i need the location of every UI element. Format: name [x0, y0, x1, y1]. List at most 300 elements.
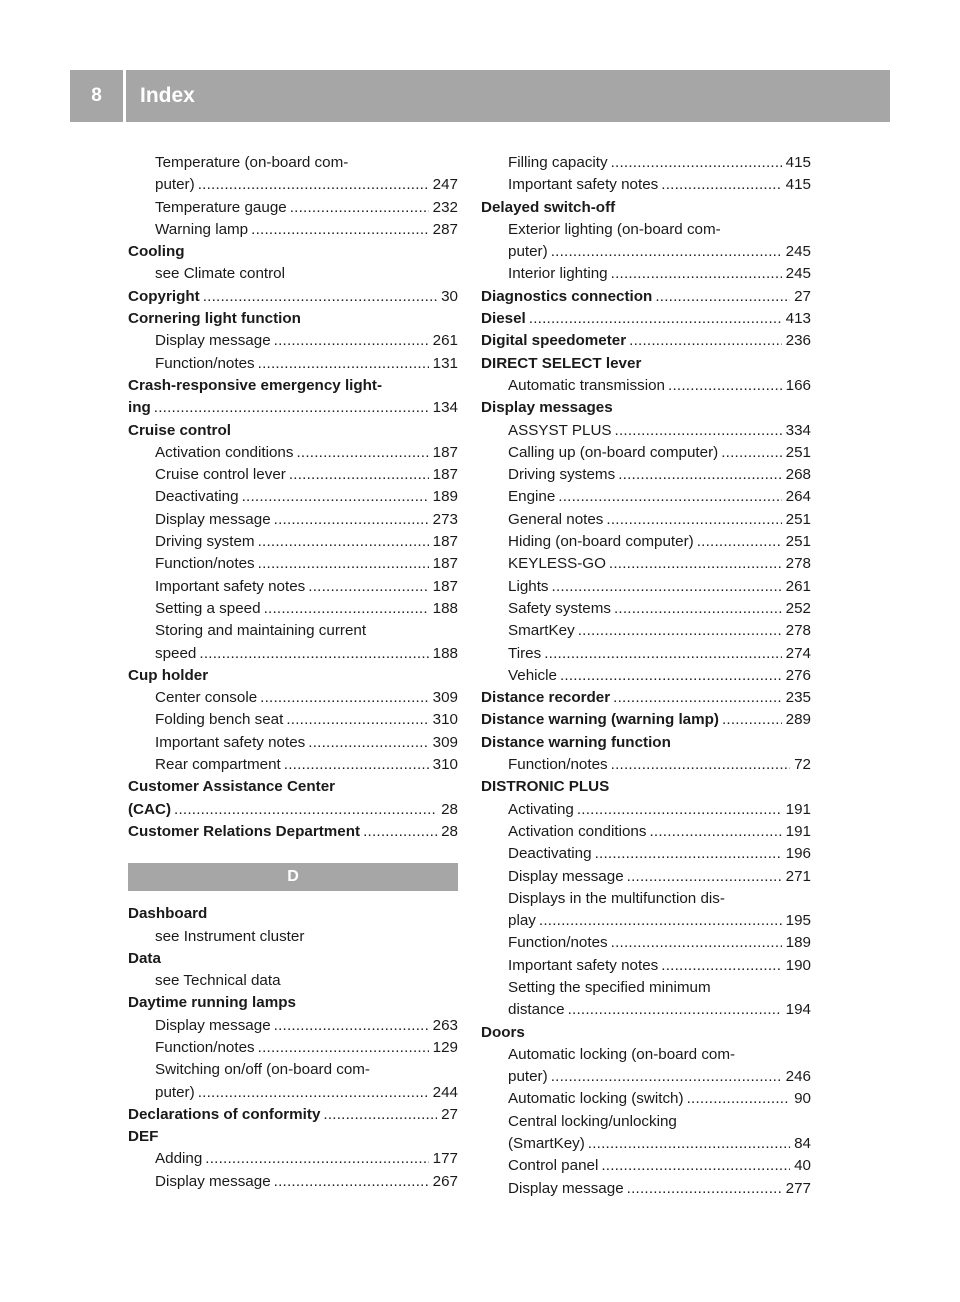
page-reference: 28 [441, 822, 458, 840]
index-entry [128, 1104, 458, 1126]
entry-text: Deactivating [508, 845, 592, 863]
entry-text: General notes [508, 510, 604, 528]
entry-text: Dashboard [128, 905, 208, 923]
dot-leader [286, 464, 429, 486]
page-reference: 261 [785, 577, 811, 595]
entry-text: (CAC) [128, 800, 172, 818]
entry-text: Tires [508, 644, 542, 662]
dot-leader [565, 999, 782, 1021]
entry-text: Storing and maintaining current [155, 622, 367, 640]
dot-leader [271, 509, 429, 531]
entry-text: Important safety notes [155, 733, 306, 751]
entry-text: Function/notes [155, 354, 255, 372]
page-reference: 187 [432, 533, 458, 551]
entry-text: Calling up (on-board computer) [508, 443, 719, 461]
index-subentry [128, 643, 458, 665]
page-reference: 30 [441, 287, 458, 305]
dot-leader [271, 1171, 429, 1193]
index-subentry [481, 531, 811, 553]
entry-text: Distance warning function [481, 733, 671, 751]
section-title: Index [140, 84, 195, 107]
page-reference: 287 [432, 220, 458, 238]
index-subentry [481, 420, 811, 442]
entry-text: Function/notes [155, 1038, 255, 1056]
dot-leader [606, 553, 782, 575]
index-subentry [128, 152, 458, 174]
index-subentry [481, 219, 811, 241]
index-entry [481, 687, 811, 709]
index-subentry [481, 665, 811, 687]
entry-text: Vehicle [508, 666, 557, 684]
entry-text: ASSYST PLUS [508, 421, 612, 439]
index-entry [481, 308, 811, 330]
page-reference: 251 [785, 443, 811, 461]
dot-leader [598, 1155, 790, 1177]
index-entry [128, 375, 458, 397]
dot-leader [255, 553, 429, 575]
entry-text: Rear compartment [155, 756, 281, 774]
dot-leader [239, 486, 429, 508]
index-entry [128, 799, 458, 821]
entry-text: ing [128, 399, 151, 417]
index-subentry [128, 553, 458, 575]
entry-text: Automatic transmission [508, 376, 665, 394]
page-reference: 191 [785, 800, 811, 818]
entry-text: Cruise control [128, 421, 231, 439]
entry-text: Setting the specified minimum [508, 978, 711, 996]
index-entry [128, 420, 458, 442]
index-subentry [481, 442, 811, 464]
entry-text: Display message [155, 332, 271, 350]
page-reference: 129 [432, 1038, 458, 1056]
page-reference: 131 [432, 354, 458, 372]
dot-leader [196, 643, 428, 665]
entry-text: Display message [508, 867, 624, 885]
entry-text: Display message [155, 1016, 271, 1034]
entry-text: puter) [508, 243, 548, 261]
dot-leader [549, 576, 782, 598]
entry-text: distance [508, 1001, 565, 1019]
entry-text: Switching on/off (on-board com- [155, 1061, 370, 1079]
index-subentry [128, 732, 458, 754]
entry-text: Data [128, 949, 161, 967]
index-subentry [128, 1059, 458, 1081]
page-reference: 188 [432, 599, 458, 617]
page-reference: 271 [785, 867, 811, 885]
entry-text: Activating [508, 800, 574, 818]
index-subentry [128, 531, 458, 553]
page-reference: 191 [785, 822, 811, 840]
entry-text: Customer Assistance Center [128, 778, 336, 796]
index-subentry [128, 1171, 458, 1193]
page-reference: 245 [785, 265, 811, 283]
entry-text: Activation conditions [508, 822, 647, 840]
index-subentry [128, 598, 458, 620]
dot-leader [548, 1066, 782, 1088]
entry-text: Lights [508, 577, 549, 595]
index-entry [481, 776, 811, 798]
entry-text: Declarations of conformity [128, 1105, 321, 1123]
index-column-right [481, 152, 811, 1200]
entry-text: Digital speedometer [481, 332, 627, 350]
index-entry [128, 308, 458, 330]
index-subentry [481, 620, 811, 642]
entry-text: Function/notes [508, 756, 608, 774]
entry-text: Central locking/unlocking [508, 1112, 677, 1130]
dot-leader [200, 286, 437, 308]
entry-text: Engine [508, 488, 556, 506]
index-subentry [481, 152, 811, 174]
page-reference: 274 [785, 644, 811, 662]
entry-text: Daytime running lamps [128, 994, 296, 1012]
dot-leader [626, 330, 781, 352]
page-number: 8 [70, 70, 126, 122]
entry-text: Delayed switch-off [481, 198, 616, 216]
dot-leader [612, 420, 782, 442]
page-reference: 196 [785, 845, 811, 863]
page-reference: 252 [785, 599, 811, 617]
entry-text: KEYLESS-GO [508, 555, 606, 573]
index-subentry [481, 1088, 811, 1110]
page-reference: 263 [432, 1016, 458, 1034]
letter-section-header: D [128, 863, 458, 891]
index-entry [481, 709, 811, 731]
entry-text: Filling capacity [508, 154, 608, 171]
entry-text: Warning lamp [155, 220, 249, 238]
entry-text: Automatic locking (on-board com- [508, 1045, 736, 1063]
entry-text: see Technical data [155, 972, 281, 990]
dot-leader [658, 174, 781, 196]
index-subentry [128, 219, 458, 241]
entry-text: puter) [155, 176, 195, 194]
dot-leader [271, 330, 429, 352]
entry-text: Diesel [481, 310, 526, 328]
dot-leader [603, 509, 781, 531]
page-reference: 309 [432, 733, 458, 751]
page-reference: 264 [785, 488, 811, 506]
page-reference: 40 [794, 1157, 811, 1175]
index-subentry [128, 709, 458, 731]
entry-text: puter) [155, 1083, 195, 1101]
index-subentry [481, 843, 811, 865]
index-subentry [481, 754, 811, 776]
index-entry [128, 903, 458, 925]
index-subentry [481, 1178, 811, 1200]
index-entry [481, 1022, 811, 1044]
dot-leader [287, 197, 429, 219]
dot-leader [195, 1082, 429, 1104]
dot-leader [574, 799, 782, 821]
index-entry [481, 397, 811, 419]
index-subentry [481, 1066, 811, 1088]
page-reference: 177 [432, 1150, 458, 1168]
entry-text: Interior lighting [508, 265, 608, 283]
entry-text: Display message [508, 1179, 624, 1197]
entry-text: Display messages [481, 399, 613, 417]
page-reference: 84 [794, 1135, 811, 1153]
entry-text: Crash-responsive emergency light- [128, 376, 383, 394]
index-subentry [481, 999, 811, 1021]
page-reference: 189 [432, 488, 458, 506]
dot-leader [694, 531, 782, 553]
dot-leader [557, 665, 782, 687]
page-reference: 27 [441, 1105, 458, 1123]
index-subentry [481, 241, 811, 263]
dot-leader [271, 1015, 429, 1037]
index-column-left [128, 152, 458, 1193]
entry-text: Displays in the multifunction dis- [508, 889, 725, 907]
dot-leader [624, 866, 782, 888]
page-reference: 187 [432, 466, 458, 484]
page-reference: 187 [432, 555, 458, 573]
dot-leader [202, 1148, 428, 1170]
entry-text: see Instrument cluster [155, 927, 305, 945]
dot-leader [585, 1133, 790, 1155]
index-subentry [481, 888, 811, 910]
page-reference: 236 [785, 332, 811, 350]
entry-text: Control panel [508, 1157, 599, 1175]
dot-leader [305, 732, 428, 754]
dot-leader [665, 375, 782, 397]
page-reference: 190 [785, 956, 811, 974]
entry-text: Function/notes [155, 555, 255, 573]
page-reference: 244 [432, 1083, 458, 1101]
index-subentry [481, 486, 811, 508]
index-subentry [128, 330, 458, 352]
index-subentry [128, 442, 458, 464]
index-subentry [481, 799, 811, 821]
entry-text: Display message [155, 1172, 271, 1190]
dot-leader [171, 799, 437, 821]
index-subentry [481, 977, 811, 999]
index-entry [128, 665, 458, 687]
dot-leader [526, 308, 782, 330]
entry-text: see Climate control [155, 265, 285, 283]
dot-leader [592, 843, 782, 865]
index-entry [481, 353, 811, 375]
index-subentry [481, 1044, 811, 1066]
index-subentry [128, 1148, 458, 1170]
dot-leader [646, 821, 781, 843]
entry-text: Important safety notes [508, 176, 659, 194]
index-subentry [128, 263, 458, 285]
entry-text: puter) [508, 1068, 548, 1086]
index-subentry [128, 174, 458, 196]
page-reference: 187 [432, 577, 458, 595]
dot-leader [283, 709, 428, 731]
index-subentry [481, 375, 811, 397]
dot-leader [536, 910, 782, 932]
dot-leader [151, 397, 429, 419]
index-subentry [481, 1111, 811, 1133]
index-subentry [128, 754, 458, 776]
dot-leader [555, 486, 781, 508]
page-reference: 246 [785, 1068, 811, 1086]
index-subentry [128, 687, 458, 709]
page-reference: 166 [785, 376, 811, 394]
page-reference: 195 [785, 912, 811, 930]
entry-text: Cup holder [128, 666, 209, 684]
page-reference: 289 [785, 711, 811, 729]
entry-text: Driving system [155, 533, 255, 551]
dot-leader [615, 464, 781, 486]
entry-text: DISTRONIC PLUS [481, 778, 610, 796]
page-reference: 278 [785, 622, 811, 640]
entry-text: Exterior lighting (on-board com- [508, 220, 721, 238]
entry-text: speed [155, 644, 197, 662]
dot-leader [624, 1178, 782, 1200]
dot-leader [360, 821, 437, 843]
index-subentry [128, 620, 458, 642]
page-reference: 309 [432, 689, 458, 707]
page-reference: 72 [794, 756, 811, 774]
page-reference: 273 [432, 510, 458, 528]
page-reference: 413 [785, 310, 811, 328]
entry-text: Distance warning (warning lamp) [481, 711, 719, 729]
page-header [70, 70, 890, 122]
page-reference: 415 [785, 176, 811, 194]
entry-text: Activation conditions [155, 443, 294, 461]
dot-leader [575, 620, 782, 642]
entry-text: SmartKey [508, 622, 575, 640]
index-entry [481, 330, 811, 352]
page-reference: 187 [432, 443, 458, 461]
page-reference: 28 [441, 800, 458, 818]
index-subentry [481, 576, 811, 598]
entry-text: Setting a speed [155, 599, 261, 617]
page-reference: 261 [432, 332, 458, 350]
index-entry [128, 1126, 458, 1148]
dot-leader [658, 955, 781, 977]
entry-text: Automatic locking (switch) [508, 1090, 684, 1108]
dot-leader [719, 709, 782, 731]
page-reference: 188 [432, 644, 458, 662]
index-subentry [128, 197, 458, 219]
index-subentry [128, 1037, 458, 1059]
dot-leader [320, 1104, 437, 1126]
index-subentry [481, 553, 811, 575]
page-reference: 415 [785, 154, 811, 171]
dot-leader [248, 219, 429, 241]
dot-leader [195, 174, 429, 196]
entry-text: Diagnostics connection [481, 287, 653, 305]
index-entry [128, 286, 458, 308]
index-subentry [128, 926, 458, 948]
dot-leader [281, 754, 429, 776]
index-entry [481, 286, 811, 308]
index-entry [128, 821, 458, 843]
entry-text: Customer Relations Department [128, 822, 361, 840]
page-reference: 194 [785, 1001, 811, 1019]
page-reference: 267 [432, 1172, 458, 1190]
dot-leader [652, 286, 790, 308]
dot-leader [255, 353, 429, 375]
entry-text: (SmartKey) [508, 1135, 585, 1153]
index-entry [128, 241, 458, 263]
dot-leader [608, 932, 782, 954]
entry-text: Temperature gauge [155, 198, 287, 216]
page-reference: 235 [785, 689, 811, 707]
index-subentry [481, 263, 811, 285]
index-subentry [481, 821, 811, 843]
entry-text: play [508, 912, 536, 930]
page-reference: 310 [432, 711, 458, 729]
index-subentry [128, 1015, 458, 1037]
index-subentry [481, 464, 811, 486]
entry-text: Cruise control lever [155, 466, 286, 484]
dot-leader [608, 754, 790, 776]
index-subentry [128, 509, 458, 531]
entry-text: Hiding (on-board computer) [508, 533, 694, 551]
index-subentry [128, 576, 458, 598]
index-subentry [481, 509, 811, 531]
index-subentry [128, 464, 458, 486]
dot-leader [608, 263, 782, 285]
entry-text: Doors [481, 1023, 525, 1041]
entry-text: DIRECT SELECT lever [481, 354, 642, 372]
index-subentry [128, 486, 458, 508]
entry-text: Driving systems [508, 466, 616, 484]
entry-text: Function/notes [508, 934, 608, 952]
dot-leader [255, 531, 429, 553]
dot-leader [305, 576, 428, 598]
dot-leader [718, 442, 781, 464]
page-reference: 268 [785, 466, 811, 484]
page-reference: 276 [785, 666, 811, 684]
index-subentry [481, 955, 811, 977]
index-subentry [481, 1155, 811, 1177]
dot-leader [261, 598, 429, 620]
entry-text: Folding bench seat [155, 711, 284, 729]
page-reference: 277 [785, 1179, 811, 1197]
index-subentry [481, 932, 811, 954]
page-reference: 189 [785, 934, 811, 952]
entry-text: Temperature (on-board com- [155, 154, 349, 171]
entry-text: Copyright [128, 287, 200, 305]
dot-leader [684, 1088, 791, 1110]
page-reference: 334 [785, 421, 811, 439]
dot-leader [255, 1037, 429, 1059]
index-subentry [481, 643, 811, 665]
index-entry [128, 948, 458, 970]
index-subentry [481, 866, 811, 888]
index-subentry [128, 970, 458, 992]
index-subentry [481, 1133, 811, 1155]
page-reference: 134 [432, 399, 458, 417]
dot-leader [548, 241, 782, 263]
index-entry [481, 732, 811, 754]
page-reference: 245 [785, 243, 811, 261]
index-subentry [481, 598, 811, 620]
entry-text: Center console [155, 689, 258, 707]
dot-leader [610, 687, 782, 709]
page-reference: 310 [432, 756, 458, 774]
entry-text: DEF [128, 1128, 159, 1146]
entry-text: Distance recorder [481, 689, 611, 707]
index-subentry [481, 174, 811, 196]
dot-leader [611, 598, 782, 620]
index-entry [128, 992, 458, 1014]
page-reference: 27 [794, 287, 811, 305]
page-reference: 278 [785, 555, 811, 573]
page-reference: 90 [794, 1090, 811, 1108]
index-subentry [128, 1082, 458, 1104]
index-entry [481, 197, 811, 219]
index-subentry [481, 910, 811, 932]
index-entry [128, 397, 458, 419]
index-entry [128, 776, 458, 798]
dot-leader [541, 643, 781, 665]
